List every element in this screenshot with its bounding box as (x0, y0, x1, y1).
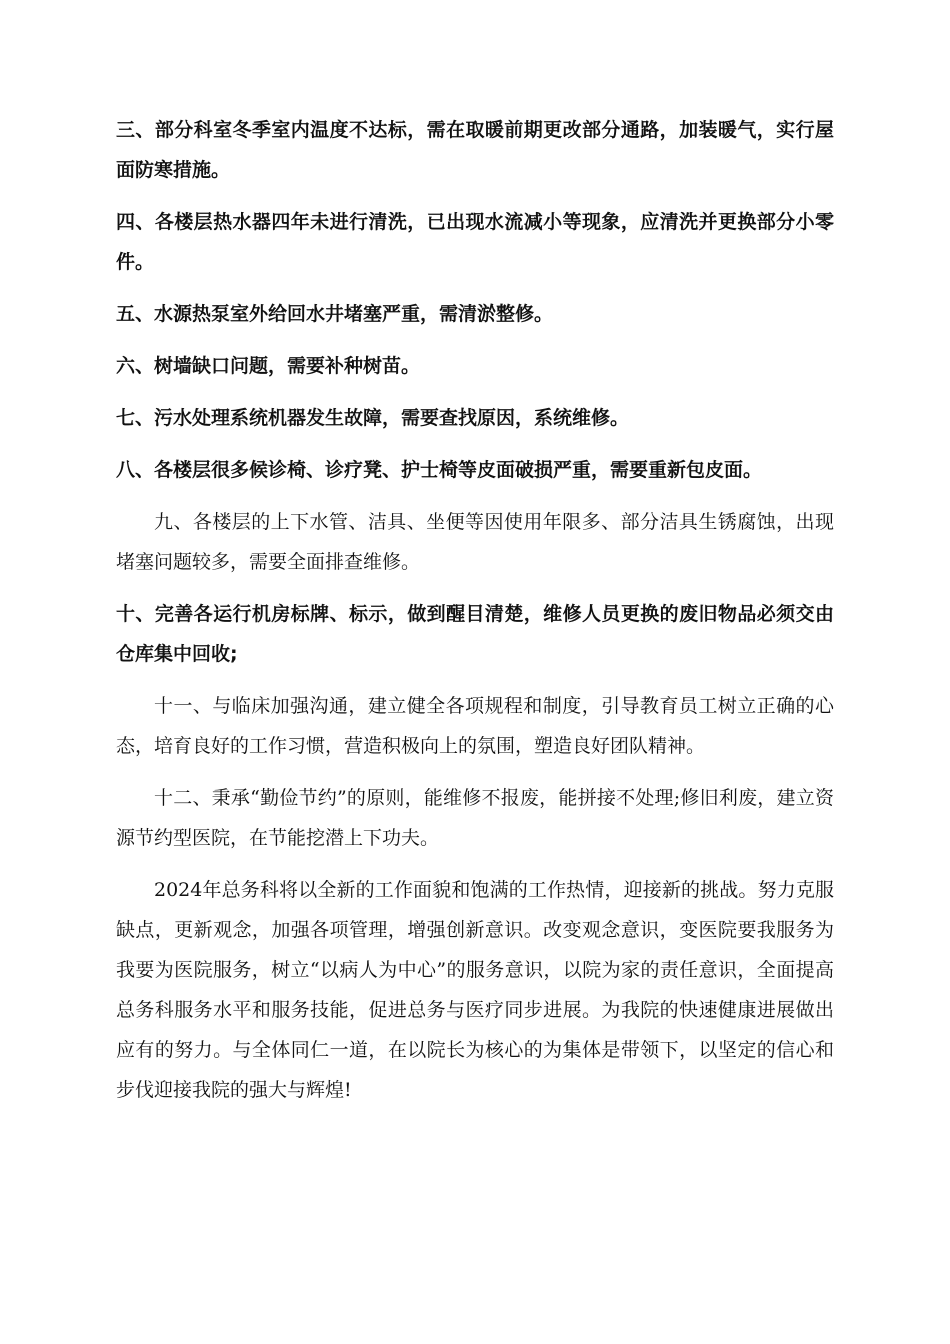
item-4-paragraph: 四、各楼层热水器四年未进行清洗，已出现水流减小等现象，应清洗并更换部分小零件。 (116, 211, 834, 273)
item-6-paragraph: 六、树墙缺口问题，需要补种树苗。 (116, 355, 421, 377)
item-11-paragraph: 十一、与临床加强沟通，建立健全各项规程和制度，引导教育员工树立正确的心态，培育良好的工作习惯，营造积极向上的氛围，塑造良好团队精神。 (116, 695, 834, 757)
item-5-paragraph: 五、水源热泵室外给回水井堵塞严重，需清淤整修。 (116, 303, 554, 325)
item-12-paragraph: 十二、秉承“勤俭节约”的原则，能维修不报废，能拼接不处理;修旧利废，建立资源节约型医院，在节能挖潜上下功夫。 (116, 787, 834, 849)
item-10-paragraph: 十、完善各运行机房标牌、标示，做到醒目清楚，维修人员更换的废旧物品必须交由仓库集中回收; (116, 603, 834, 665)
item-9-paragraph: 九、各楼层的上下水管、洁具、坐便等因使用年限多、部分洁具生锈腐蚀，出现堵塞问题较多，需要全面排查维修。 (116, 511, 834, 573)
item-3-paragraph: 三、部分科室冬季室内温度不达标，需在取暖前期更改部分通路，加装暖气，实行屋面防寒措施。 (116, 119, 834, 181)
item-7-paragraph: 七、污水处理系统机器发生故障，需要查找原因，系统维修。 (116, 407, 630, 429)
item-8-paragraph: 八、各楼层很多候诊椅、诊疗凳、护士椅等皮面破损严重，需要重新包皮面。 (116, 459, 763, 481)
document-page (116, 110, 834, 1110)
closing-paragraph: 2024年总务科将以全新的工作面貌和饱满的工作热情，迎接新的挑战。努力克服缺点，更新观念，加强各项管理，增强创新意识。改变观念意识，变医院要我服务为我要为医院服务，树立“以病人为中心”的服务意识，以院为家的责任意识，全面提高总务科服务水平和服务技能，促进总务与医疗同步进展。为我院的快速健康进展做出应有的努力。与全体同仁一道，在以院长为核心的为集体是带领下，以坚定的信心和步伐迎接我院的强大与辉煌! (116, 879, 834, 1101)
